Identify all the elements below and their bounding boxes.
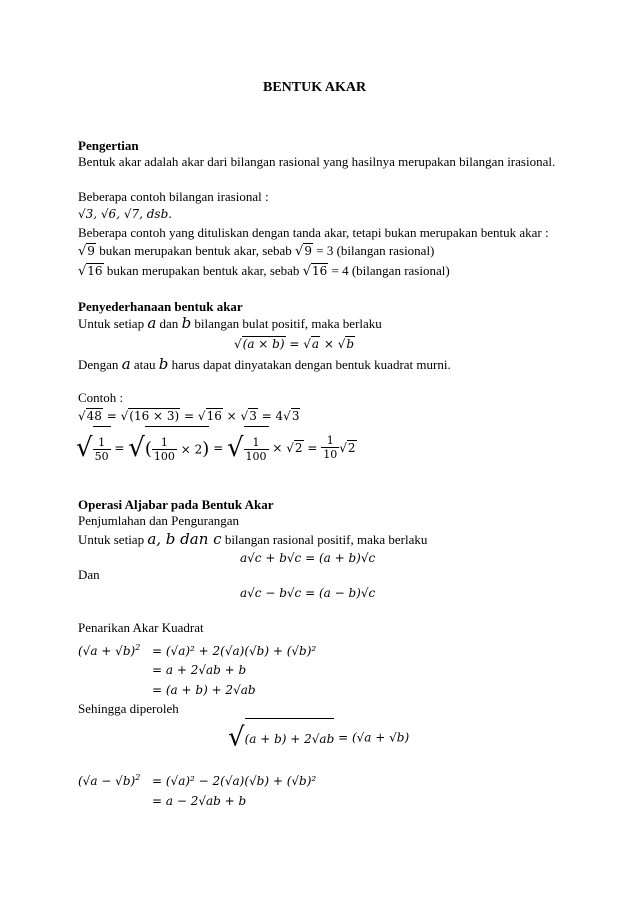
note-prefix: Dengan (78, 357, 122, 372)
ex1-r48: 48 (86, 409, 102, 423)
square-minus-line-2: = a − 2√ab + b (152, 794, 247, 808)
formula-times: × (320, 337, 338, 351)
ex2-frac-4 (321, 434, 339, 461)
frac-den: 10 (323, 448, 338, 462)
example-sqrt9-result: = 3 (bilangan rasional) (312, 243, 435, 258)
subheading-penjumlahan: Penjumlahan dan Pengurangan (78, 513, 240, 528)
frac-num: 1 (152, 436, 177, 450)
rule-suffix: bilangan bulat positif, maka berlaku (191, 316, 382, 331)
sqrt-symbol: √ (337, 337, 346, 351)
ex1-r16: 16 (206, 409, 222, 423)
sqrt-symbol: √ (120, 409, 129, 423)
ex1-inner: (16 × 3) (129, 409, 180, 423)
note-atau: atau (130, 357, 159, 372)
sqrt-symbol: √ (240, 409, 249, 423)
simplify-rule-formula (234, 336, 355, 352)
formula-a: a (311, 337, 320, 351)
addition-formula: a√c + b√c = (a + b)√c (240, 551, 376, 565)
ex2-frac-1 (93, 436, 111, 463)
var-a: a (121, 355, 131, 373)
ex2-eq-1: = (114, 440, 129, 455)
sqrt-symbol: √ (128, 432, 145, 463)
ex1-r3: 3 (249, 409, 257, 423)
sqrt-symbol: √ (78, 409, 86, 423)
square-plus-line-2: = a + 2√ab + b (152, 663, 247, 677)
square-plus-line-3: = (a + b) + 2√ab (152, 683, 256, 697)
exponent: 2 (135, 773, 141, 782)
sq-plus-lhs-text: (√a + √b) (78, 644, 136, 658)
formula-eq: = (285, 337, 304, 351)
frac-num: 1 (321, 434, 339, 448)
page-title: BENTUK AKAR (263, 80, 367, 95)
ex2-eq-2: = (213, 440, 227, 455)
op-vars: a, b dan c (147, 530, 222, 548)
square-plus-line-1: = (√a)² + 2(√a)(√b) + (√b)² (152, 644, 317, 658)
example-sqrt16-result: = 4 (bilangan rasional) (328, 263, 450, 278)
ex2-times-2: × 2 (176, 442, 203, 457)
frac-num: 1 (93, 436, 111, 450)
section-heading-penyederhanaan: Penyederhanaan bentuk akar (78, 299, 243, 314)
formula-b: b (346, 337, 355, 351)
frac-den: 50 (94, 450, 109, 464)
sqrt-symbol: √ (234, 337, 242, 351)
radicand-9b: 9 (304, 244, 312, 258)
sehingga-label: Sehingga diperoleh (78, 701, 179, 716)
frac-num: 1 (244, 436, 269, 450)
sqrt-symbol: √ (226, 432, 244, 463)
section-heading-operasi: Operasi Aljabar pada Bentuk Akar (78, 497, 274, 512)
non-radical-examples-label: Beberapa contoh yang dituliskan dengan tanda akar, tetapi bukan merupakan bentuk akar : (78, 225, 549, 240)
rule-prefix: Untuk setiap (78, 316, 148, 331)
ex1-eq: = (102, 409, 121, 423)
sqrt-symbol: √ (339, 440, 347, 455)
radicand-16: 16 (87, 264, 103, 278)
op-rule-suffix: bilangan rasional positif, maka berlaku (221, 532, 428, 547)
ex2-times-r2: × (272, 440, 287, 455)
ex2-r2b: 2 (347, 440, 356, 455)
example-label: Contoh : (78, 390, 124, 405)
note-suffix: harus dapat dinyatakan dengan bentuk kuadrat murni. (168, 357, 451, 372)
sqrt-symbol: √ (78, 244, 87, 259)
rule-dan: dan (156, 316, 182, 331)
ex1-times: × (222, 409, 241, 423)
subheading-penarikan: Penarikan Akar Kuadrat (78, 620, 204, 635)
irrational-examples-list: √3, √6, √7, dsb. (78, 207, 173, 221)
sqrt-symbol: √ (78, 264, 87, 279)
example-sqrt9-text: bukan merupakan bentuk akar, sebab (95, 243, 296, 258)
example-1-formula (78, 408, 300, 424)
sq-minus-lhs-text: (√a − √b) (78, 774, 136, 788)
ex2-radicand-3 (244, 426, 269, 469)
radicand-16b: 16 (311, 264, 328, 278)
exponent: 2 (135, 643, 141, 652)
sqrt-symbol: √ (303, 337, 311, 351)
formula-inner: (a × b) (242, 337, 285, 351)
sqrt-symbol: √ (302, 264, 311, 279)
ex2-radicand-2: ( $\frac{1}{100}$ × 2) (145, 426, 209, 470)
square-plus-lhs (78, 640, 140, 659)
ex2-frac-2 (152, 436, 177, 463)
ex1-eq2: = (180, 409, 198, 423)
section-heading-pengertian: Pengertian (78, 138, 139, 153)
ex2-eq-3: = (307, 440, 322, 455)
ex1-result: = 4 (257, 409, 284, 423)
frac-den: 100 (153, 450, 175, 463)
definition-text: Bentuk akar adalah akar dari bilangan rasional yang hasilnya merupakan bilangan irasional. (78, 154, 556, 169)
example-2-formula (76, 426, 357, 470)
var-b: b (158, 355, 169, 373)
simplify-note (78, 356, 451, 373)
ex2-frac-3 (244, 436, 269, 463)
square-minus-lhs (78, 770, 140, 789)
sqrt-symbol: √ (295, 244, 304, 259)
op-rule-prefix: Untuk setiap (78, 532, 148, 547)
subtraction-formula: a√c − b√c = (a − b)√c (240, 586, 376, 600)
ex1-r3b: 3 (291, 409, 300, 423)
example-sqrt16-text: bukan merupakan bentuk akar, sebab (103, 263, 303, 278)
simplify-rule-text (78, 315, 382, 332)
ex2-radicand-1 (93, 426, 111, 469)
sqrt-symbol: √ (283, 409, 291, 423)
dan-label: Dan (78, 567, 100, 582)
result-radicand: (a + b) + 2√ab (245, 718, 335, 757)
radicand-9: 9 (87, 244, 95, 258)
result-formula (228, 718, 409, 757)
operation-rule-text (78, 531, 427, 548)
square-minus-line-1: = (√a)² − 2(√a)(√b) + (√b)² (152, 774, 317, 788)
example-sqrt16-line (78, 263, 450, 280)
sqrt-symbol: √ (228, 722, 245, 753)
var-a: a (147, 314, 157, 332)
sqrt-symbol: √ (197, 409, 206, 423)
example-sqrt9-line (78, 243, 434, 260)
irrational-examples-label: Beberapa contoh bilangan irasional : (78, 189, 269, 204)
ex2-r2: 2 (294, 440, 303, 455)
result-rhs: = (√a + √b) (334, 730, 410, 745)
sqrt-symbol: √ (286, 440, 294, 455)
var-b: b (181, 314, 192, 332)
frac-den: 100 (245, 450, 267, 464)
sqrt-symbol: √ (76, 432, 93, 463)
